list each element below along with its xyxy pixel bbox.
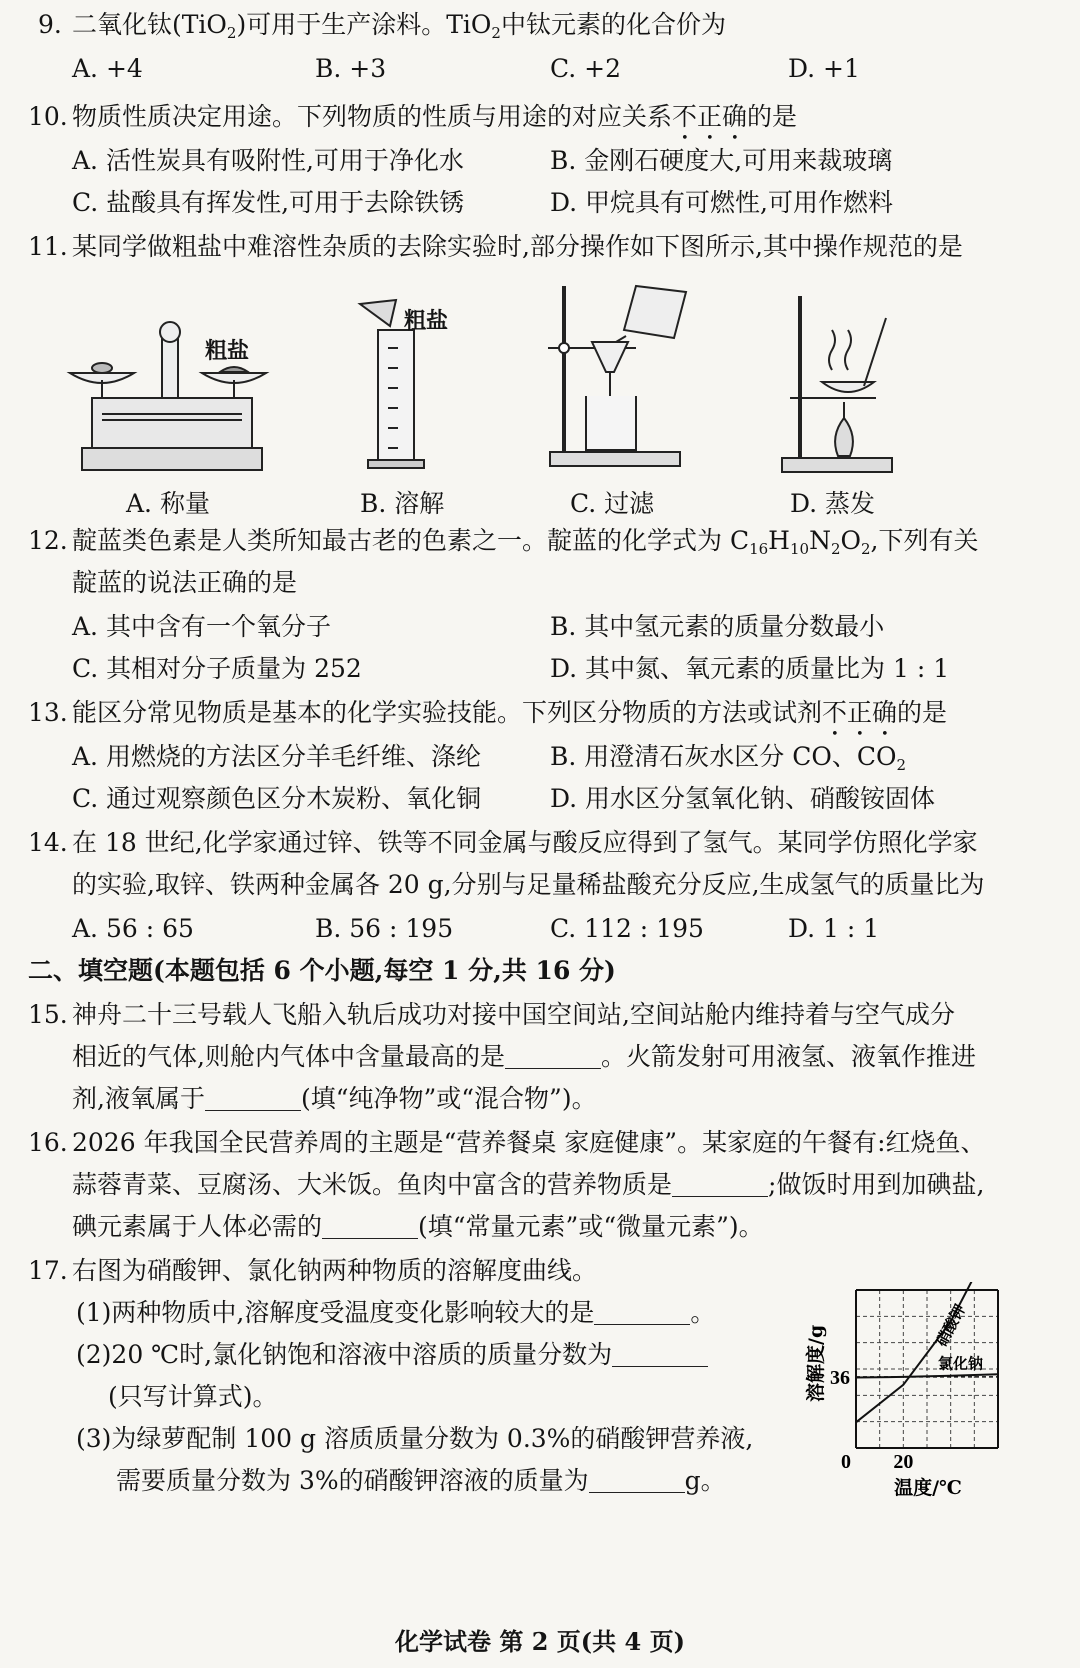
option-d: D. 甲烷具有可燃性,可用作燃料 [550,188,893,217]
question-17-part2: (2)20 ℃时,氯化钠饱和溶液中溶质的质量分数为 [76,1338,708,1372]
option-d: D. +1 [788,54,860,83]
option-a: A. 其中含有一个氧分子 [72,612,331,641]
question-number: 14. [28,828,68,857]
question-number: 13. [28,698,68,727]
question-15-line3: 剂,液氧属于 (填“纯净物”或“混合物”)。 [72,1084,597,1113]
figure-caption-c: C. 过滤 [570,489,655,518]
figure-caption-a: A. 称量 [126,489,210,518]
question-9-stem: 二氧化钛(TiO$_2$)可用于生产涂料。TiO$_2$中钛元素的化合价为 [72,10,726,42]
series-line-kno3 [856,1282,998,1422]
option-c: C. 盐酸具有挥发性,可用于去除铁锈 [72,188,465,217]
x-tick-label: 20 [893,1451,914,1473]
answer-blank[interactable] [594,1301,690,1325]
question-15-line2: 相近的气体,则舱内气体中含量最高的是 。火箭发射可用液氢、液氧作推进 [72,1042,976,1071]
option-c: C. +2 [550,54,621,83]
question-number: 10. [28,102,68,131]
answer-blank[interactable] [589,1469,685,1493]
y-tick-label: 36 [830,1366,850,1389]
figure-caption-d: D. 蒸发 [790,489,876,518]
page-footer: 化学试卷 第 2 页(共 4 页) [395,1627,685,1656]
question-number: 11. [28,232,68,261]
question-10-stem: 物质性质决定用途。下列物质的性质与用途的对应关系不正确的是 [72,102,798,131]
option-a: A. 活性炭具有吸附性,可用于净化水 [72,146,464,175]
option-b: B. 用澄清石灰水区分 CO、$CO_2$ [550,742,907,774]
question-12-stem-line2: 靛蓝的说法正确的是 [72,568,298,597]
question-number: 16. [28,1128,68,1157]
question-number: 9. [38,10,62,39]
option-c: C. 112 : 195 [550,914,704,943]
figure-caption-b: B. 溶解 [360,489,445,518]
option-b: B. 其中氢元素的质量分数最小 [550,612,885,641]
question-14-line2: 的实验,取锌、铁两种金属各 20 g,分别与足量稀盐酸充分反应,生成氢气的质量比为 [72,870,985,899]
question-17-part3b: 需要质量分数为 3%的硝酸钾溶液的质量为 g。 [116,1466,726,1495]
solubility-chart [798,1282,1013,1502]
option-b: B. 56 : 195 [315,914,454,943]
option-a: A. +4 [72,54,143,83]
question-number: 17. [28,1256,68,1285]
question-16-line3: 碘元素属于人体必需的 (填“常量元素”或“微量元素”)。 [72,1212,764,1241]
option-d: D. 用水区分氢氧化钠、硝酸铵固体 [550,784,936,813]
question-16-line1: 2026 年我国全民营养周的主题是“营养餐桌 家庭健康”。某家庭的午餐有:红烧鱼、 [72,1128,986,1157]
option-a: A. 用燃烧的方法区分羊毛纤维、涤纶 [72,742,481,771]
answer-blank[interactable] [612,1343,708,1367]
question-12-stem: 靛蓝类色素是人类所知最古老的色素之一。靛蓝的化学式为 $C_{16}H_{10}N_2O_2$,下列有关 [72,526,979,558]
figure-label-salt: 粗盐 [404,308,449,334]
option-c: C. 其相对分子质量为 252 [72,654,362,683]
question-13-stem: 能区分常见物质是基本的化学实验技能。下列区分物质的方法或试剂不正确的是 [72,698,948,727]
x-tick-label: 0 [841,1451,851,1473]
question-11-stem: 某同学做粗盐中难溶性杂质的去除实验时,部分操作如下图所示,其中操作规范的是 [72,232,963,261]
option-c: C. 通过观察颜色区分木炭粉、氧化铜 [72,784,482,813]
question-number: 12. [28,526,68,555]
evaporation-figure [778,290,898,475]
option-d: D. 其中氮、氧元素的质量比为 1 : 1 [550,654,950,683]
question-17-stem: 右图为硝酸钾、氯化钠两种物质的溶解度曲线。 [72,1256,598,1285]
option-b: B. +3 [315,54,387,83]
answer-blank[interactable] [322,1215,418,1239]
y-axis-label: 溶解度/g [805,1324,827,1402]
option-a: A. 56 : 65 [72,914,194,943]
answer-blank[interactable] [672,1173,768,1197]
question-15-line1: 神舟二十三号载人飞船入轨后成功对接中国空间站,空间站舱内维持着与空气成分 [72,1000,955,1029]
question-17-part3: (3)为绿萝配制 100 g 溶质质量分数为 0.3%的硝酸钾营养液, [76,1424,754,1453]
x-axis-label: 温度/℃ [894,1477,962,1499]
question-17-part1: (1)两种物质中,溶解度受温度变化影响较大的是 。 [76,1298,716,1327]
answer-blank[interactable] [505,1045,601,1069]
section-heading: 二、填空题(本题包括 6 个小题,每空 1 分,共 16 分) [28,956,616,985]
series-label-kno3: 硝酸钾 [932,1301,970,1350]
option-b: B. 金刚石硬度大,可用来裁玻璃 [550,146,893,175]
question-17-part2-note: (只写计算式)。 [108,1382,278,1411]
figure-label-salt: 粗盐 [205,338,250,364]
question-14-line1: 在 18 世纪,化学家通过锌、铁等不同金属与酸反应得到了氢气。某同学仿照化学家 [72,828,978,857]
filtration-figure [540,276,700,471]
option-d: D. 1 : 1 [788,914,880,943]
question-number: 15. [28,1000,68,1029]
answer-blank[interactable] [205,1087,301,1111]
question-16-line2: 蒜蓉青菜、豆腐汤、大米饭。鱼肉中富含的营养物质是 ;做饭时用到加碘盐, [72,1170,985,1199]
series-label-nacl: 氯化钠 [938,1354,984,1373]
